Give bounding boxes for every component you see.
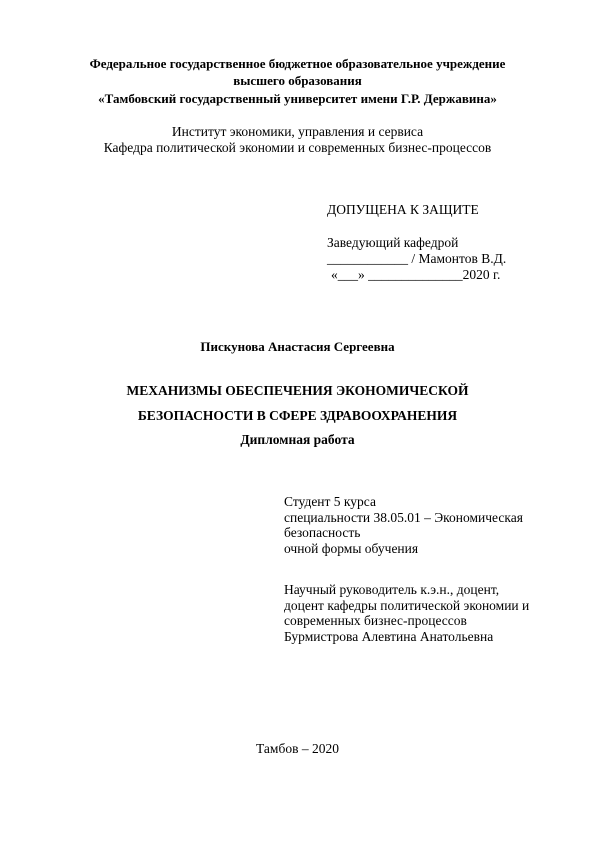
thesis-title-line-1: МЕХАНИЗМЫ ОБЕСПЕЧЕНИЯ ЭКОНОМИЧЕСКОЙ — [126, 383, 469, 398]
head-of-department-label: Заведующий кафедрой — [327, 235, 459, 250]
work-type: Дипломная работа — [240, 432, 355, 447]
institute-name: Институт экономики, управления и сервиса — [171, 124, 424, 139]
student-specialty: специальности 38.05.01 – Экономическая — [284, 510, 523, 525]
approval-status: ДОПУЩЕНА К ЗАЩИТЕ — [327, 202, 479, 217]
department-name: Кафедра политической экономии и современных бизнес-процессов — [103, 140, 492, 155]
signature-line: ____________ / Мамонтов В.Д. — [327, 251, 507, 266]
student-specialty-cont: безопасность — [284, 525, 361, 540]
approval-date-line: «___» ______________2020 г. — [331, 267, 501, 282]
supervisor-name: Бурмистрова Алевтина Анатольевна — [284, 629, 494, 644]
supervisor-title: Научный руководитель к.э.н., доцент, — [284, 582, 500, 597]
study-form: очной формы обучения — [284, 541, 419, 556]
student-course: Студент 5 курса — [284, 494, 376, 509]
thesis-title-line-2: БЕЗОПАСНОСТИ В СФЕРЕ ЗДРАВООХРАНЕНИЯ — [137, 408, 458, 423]
supervisor-position: доцент кафедры политической экономии и — [284, 598, 530, 613]
author-name: Пискунова Анастасия Сергеевна — [200, 339, 395, 354]
org-name-line-2: высшего образования — [233, 73, 362, 88]
city-year: Тамбов – 2020 — [256, 741, 339, 756]
university-name: «Тамбовский государственный университет имени Г.Р. Державина» — [98, 91, 497, 106]
supervisor-position-cont: современных бизнес-процессов — [284, 613, 467, 628]
org-name-line-1: Федеральное государственное бюджетное образовательное учреждение — [89, 56, 506, 71]
